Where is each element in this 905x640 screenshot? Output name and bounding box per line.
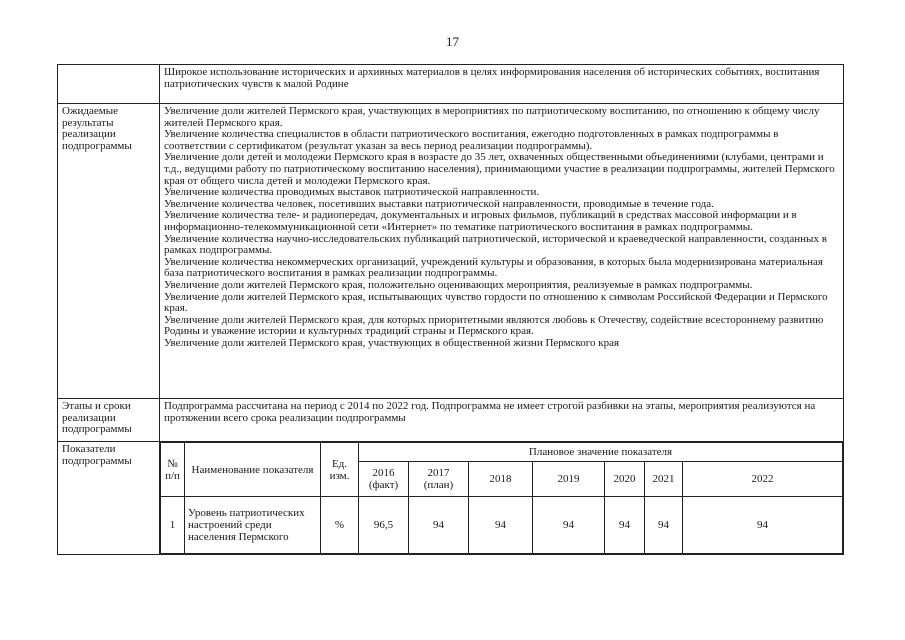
year-header: 2017 (план) — [409, 462, 469, 497]
row-expected-results — [58, 104, 844, 399]
expected-item: Увеличение количества специалистов в области патриотического воспитания, ежегодно подготовленных в рамках подпрограммы в соответствии с сертификатом (результат указан за весь период реализации подпрограммы). — [164, 128, 779, 152]
col-num-header: № п/п — [161, 443, 185, 497]
table-row — [161, 497, 843, 554]
indicator-value: 94 — [533, 497, 605, 554]
expected-item: Увеличение доли жителей Пермского края, испытывающих чувство гордости по отношению к символам Российской Федерации и Пермского края. — [164, 290, 828, 315]
indicator-value: 94 — [409, 497, 469, 554]
expected-item: Увеличение количества человек, посетивших выставки патриотической направленности, проводимые в течение года. — [164, 197, 714, 210]
year-header: 2022 — [683, 462, 843, 497]
indicator-value: 94 — [469, 497, 533, 554]
year-header: 2019 — [533, 462, 605, 497]
indicator-unit: % — [321, 497, 359, 554]
row-indicators-label: Показатели подпрограммы — [58, 442, 160, 555]
indicator-value: 94 — [645, 497, 683, 554]
expected-item: Увеличение доли детей и молодежи Пермского края в возрасте до 35 лет, охваченных общественными объединениями (клубами, центрами и т.д., ведущими работу по патриотическому воспитанию населения), принимающими участие в реализации подпрограммы, жителей Пермского края от общего числа детей и молодежи Пермского края. — [164, 151, 835, 187]
year-header: 2018 — [469, 462, 533, 497]
indicators-head-row — [161, 443, 843, 462]
row-tasks-label — [58, 65, 160, 104]
row-indicators — [58, 442, 844, 555]
col-name-header: Наименование показателя — [185, 443, 321, 497]
expected-item: Увеличение количества теле- и радиопередач, документальных и игровых фильмов, публикаций в средствах массовой информации и в информационно-телекоммуникационной сети «Интернет» по тематике патриотического воспитания в рамках подпрограммы. — [164, 209, 797, 233]
expected-item: Увеличение доли жителей Пермского края, участвующих в мероприятиях по патриотическому воспитанию, по отношению к общему числу жителей Пермского края. — [164, 105, 820, 129]
col-planned-header: Плановое значение показателя — [359, 443, 843, 462]
indicator-value: 94 — [605, 497, 645, 554]
row-tasks-content: Широкое использование исторических и архивных материалов в целях информирования населения об исторических событиях, воспитания патриотических чувств к малой Родине — [160, 65, 844, 104]
row-expected-content — [160, 104, 844, 399]
expected-item: Увеличение доли жителей Пермского края, положительно оценивающих мероприятия, реализуемые в рамках подпрограммы. — [164, 278, 753, 291]
row-stages — [58, 399, 844, 442]
indicator-value: 94 — [683, 497, 843, 554]
expected-item: Увеличение количества некоммерческих организаций, учреждений культуры и образования, в которых была модернизирована материальная база патриотического воспитания в рамках реализации подпрограммы. — [164, 255, 823, 280]
year-header: 2020 — [605, 462, 645, 497]
col-unit-header: Ед. изм. — [321, 443, 359, 497]
row-stages-label: Этапы и сроки реализации подпрограммы — [58, 399, 160, 442]
row-num: 1 — [161, 497, 185, 554]
indicator-name: Уровень патриотических настроений среди населения Пермского — [185, 497, 321, 554]
passport-table — [57, 64, 844, 555]
expected-item: Увеличение количества проводимых выставок патриотической направленности. — [164, 186, 540, 199]
row-tasks — [58, 65, 844, 104]
expected-item: Увеличение доли жителей Пермского края, участвующих в общественной жизни Пермского края — [164, 336, 620, 349]
expected-item: Увеличение количества научно-исследовательских публикаций патриотической, исторической и краеведческой направленности, созданных в рамках подпрограммы. — [164, 232, 827, 257]
expected-item: Увеличение доли жителей Пермского края, для которых приоритетными являются любовь к Отечеству, содействие всестороннему развитию Родины и уважение истории и культурных традиций страны и Пермского края. — [164, 313, 824, 338]
indicators-cell — [160, 442, 844, 555]
row-stages-content: Подпрограмма рассчитана на период с 2014 по 2022 год. Подпрограмма не имеет строгой разбивки на этапы, мероприятия реализуются на протяжении всего срока реализации подпрограммы — [160, 399, 844, 442]
indicators-table — [160, 442, 843, 554]
page-number: 17 — [446, 34, 459, 49]
row-expected-label: Ожидаемые результаты реализации подпрограммы — [58, 104, 160, 399]
indicator-value: 96,5 — [359, 497, 409, 554]
year-header: 2016 (факт) — [359, 462, 409, 497]
year-header: 2021 — [645, 462, 683, 497]
